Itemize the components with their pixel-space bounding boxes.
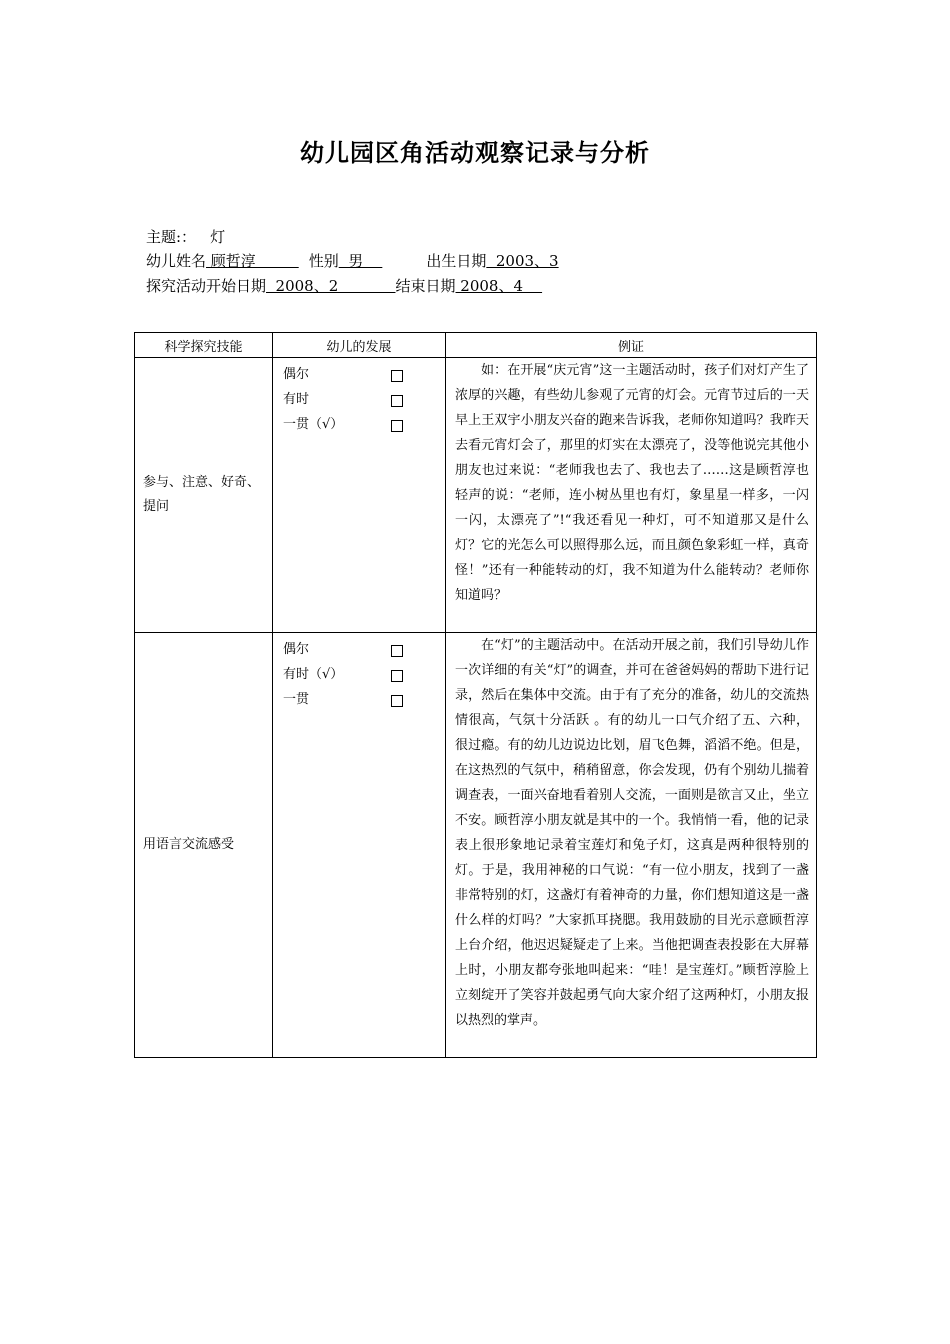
level-item (283, 387, 435, 412)
header-example: 例证 (446, 333, 817, 358)
example-text: 在“灯”的主题活动中。在活动开展之前，我们引导幼儿作一次详细的有关“灯”的调查，并可在爸爸妈妈的帮助下进行记录，然后在集体中交流。由于有了充分的准备，幼儿的交流热情很高，气氛十分活跃 。有的幼儿一口气介绍了五、六种，很过瘾。有的幼儿边说边比划，眉飞色舞，滔滔不绝。但是，在这热烈的气氛中，稍稍留意，你会发现，仍有个别幼儿揣着调查表，一面兴奋地看着别人交流，一面则是欲言又止，坐立不安。顾哲淳小朋友就是其中的一个。我悄悄一看，他的记录表上很形象地记录着宝莲灯和兔子灯，这真是两种很特别的灯。于是，我用神秘的口气说：“有一位小朋友，找到了一盏非常特别的灯，这盏灯有着神奇的力量，你们想知道这是一盏什么样的灯吗？”大家抓耳挠腮。我用鼓励的目光示意顾哲淳上台介绍，他迟迟疑疑走了上来。当他把调查表投影在大屏幕上时，小朋友都夸张地叫起来：“哇！是宝莲灯。”顾哲淳脸上立刻绽开了笑容并鼓起勇气向大家介绍了这两种灯，小朋友报以热烈的掌声。 (455, 638, 809, 1028)
level-label: 一贯 (283, 692, 310, 707)
start-date-value: 2008、2 (266, 277, 396, 295)
header-skill: 科学探究技能 (135, 333, 273, 358)
theme-line (146, 227, 225, 247)
example-text: 如：在开展“庆元宵”这一主题活动时，孩子们对灯产生了浓厚的兴趣，有些幼儿参观了元宵的灯会。元宵节过后的一天早上王双宇小朋友兴奋的跑来告诉我，老师你知道吗？我昨天去看元宵灯会了，那里的灯实在太漂亮了，没等他说完其他小朋友也过来说：“老师我也去了、我也去了……这是顾哲淳也轻声的说：“老师，连小树丛里也有灯，象星星一样多，一闪一闪，太漂亮了”!“我还看见一种灯，可不知道那又是什么灯？它的光怎么可以照得那么远，而且颜色象彩虹一样，真奇怪！”还有一种能转动的灯，我不知道为什么能转动？老师你知道吗？ (455, 363, 809, 603)
child-info-line (146, 251, 559, 271)
level-item (283, 687, 435, 712)
child-name-label: 幼儿姓名 (146, 252, 207, 270)
checkbox[interactable] (391, 695, 403, 707)
level-item (283, 412, 435, 437)
development-cell (273, 633, 446, 1058)
example-cell (446, 358, 817, 633)
level-label: 偶尔 (283, 642, 310, 657)
checkbox[interactable] (391, 670, 403, 682)
gender-value: 男 (338, 252, 383, 270)
checkbox[interactable] (391, 395, 403, 407)
skill-cell: 用语言交流感受 (135, 633, 273, 1058)
table-row (135, 358, 817, 633)
end-date-label: 结束日期 (395, 277, 456, 295)
checkbox[interactable] (391, 645, 403, 657)
table-row (135, 633, 817, 1058)
birth-value: 2003、3 (486, 252, 559, 270)
level-label: 偶尔 (283, 367, 310, 382)
checkbox[interactable] (391, 420, 403, 432)
start-date-label: 探究活动开始日期 (146, 277, 267, 295)
level-item (283, 362, 435, 387)
example-cell (446, 633, 817, 1058)
table-header-row (135, 333, 817, 358)
theme-label: 主题:： (146, 228, 197, 246)
level-label: 有时（√） (283, 667, 344, 682)
header-development: 幼儿的发展 (273, 333, 446, 358)
end-date-value: 2008、4 (455, 277, 543, 295)
date-line (146, 276, 542, 296)
development-cell (273, 358, 446, 633)
observation-table (134, 332, 817, 1058)
document-title: 幼儿园区角活动观察记录与分析 (300, 138, 650, 167)
child-name-value: 顾哲淳 (206, 252, 299, 270)
theme-value: 灯 (210, 228, 226, 246)
level-label: 一贯（√） (283, 417, 344, 432)
skill-cell: 参与、注意、好奇、提问 (135, 358, 273, 633)
level-label: 有时 (283, 392, 310, 407)
gender-label: 性别 (308, 252, 339, 270)
level-item (283, 662, 435, 687)
level-item (283, 637, 435, 662)
checkbox[interactable] (391, 370, 403, 382)
birth-label: 出生日期 (426, 252, 487, 270)
